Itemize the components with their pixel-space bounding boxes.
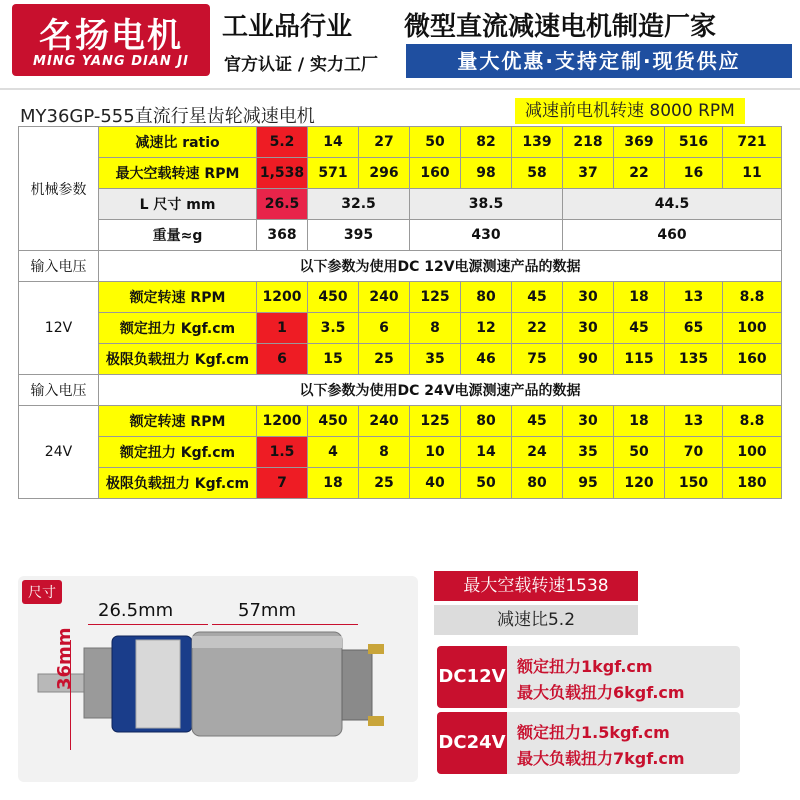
max-noload-badge: 最大空载转速1538 bbox=[434, 571, 638, 601]
dc24-rated-torque: 额定扭力1.5kgf.cm bbox=[517, 723, 670, 742]
v24-torque-cell: 70 bbox=[665, 437, 723, 468]
v24-limit-cell: 80 bbox=[512, 468, 563, 499]
v12-limit-cell: 75 bbox=[512, 344, 563, 375]
v12-torque-cell: 8 bbox=[410, 313, 461, 344]
header-divider bbox=[0, 88, 800, 90]
spec-table bbox=[18, 126, 782, 499]
v24-limit-torque-label: 极限负载扭力 Kgf.cm bbox=[99, 468, 257, 499]
v12-torque-cell: 45 bbox=[614, 313, 665, 344]
v12-rated-torque-label: 额定扭力 Kgf.cm bbox=[99, 313, 257, 344]
table-row bbox=[19, 437, 782, 468]
v24-torque-cell: 14 bbox=[461, 437, 512, 468]
v12-torque-cell: 1 bbox=[257, 313, 308, 344]
v24-limit-cell: 7 bbox=[257, 468, 308, 499]
v24-torque-cell: 24 bbox=[512, 437, 563, 468]
v12-limit-torque-label: 极限负载扭力 Kgf.cm bbox=[99, 344, 257, 375]
ratio-cell: 218 bbox=[563, 127, 614, 158]
table-row bbox=[19, 220, 782, 251]
noload-cell: 571 bbox=[308, 158, 359, 189]
v12-torque-cell: 30 bbox=[563, 313, 614, 344]
dc12-max-torque: 最大负载扭力6kgf.cm bbox=[517, 683, 685, 702]
mech-group-cell: 机械参数 bbox=[19, 127, 99, 251]
v24-torque-cell: 4 bbox=[308, 437, 359, 468]
length-cell: 26.5 bbox=[257, 189, 308, 220]
v12-torque-cell: 3.5 bbox=[308, 313, 359, 344]
header-subtitle: 官方认证 / 实力工厂 bbox=[224, 55, 379, 75]
header-banner: 量大优惠·支持定制·现货供应 bbox=[406, 44, 792, 78]
table-row bbox=[19, 189, 782, 220]
motor-illustration bbox=[18, 576, 418, 782]
v24-limit-cell: 40 bbox=[410, 468, 461, 499]
model-title: MY36GP-555直流行星齿轮减速电机 bbox=[20, 106, 315, 127]
ratio-cell: 369 bbox=[614, 127, 665, 158]
ratio-badge: 减速比5.2 bbox=[434, 605, 638, 635]
v24-limit-cell: 18 bbox=[308, 468, 359, 499]
dc12-label: DC12V bbox=[437, 646, 507, 708]
v24-speed-cell: 13 bbox=[665, 406, 723, 437]
table-row bbox=[19, 344, 782, 375]
length-cell: 44.5 bbox=[563, 189, 782, 220]
weight-label: 重量≈g bbox=[99, 220, 257, 251]
v24-note: 以下参数为使用DC 24V电源测速产品的数据 bbox=[99, 375, 782, 406]
table-row bbox=[19, 158, 782, 189]
dc24-max-torque: 最大负载扭力7kgf.cm bbox=[517, 749, 685, 768]
table-row bbox=[19, 251, 782, 282]
dim-length-a: 26.5mm bbox=[98, 600, 174, 621]
noload-cell: 58 bbox=[512, 158, 563, 189]
noload-label: 最大空载转速 RPM bbox=[99, 158, 257, 189]
dc24-box bbox=[437, 712, 740, 774]
v24-torque-cell: 100 bbox=[723, 437, 782, 468]
noload-cell: 160 bbox=[410, 158, 461, 189]
dc24-label: DC24V bbox=[437, 712, 507, 774]
v12-speed-cell: 240 bbox=[359, 282, 410, 313]
v12-limit-cell: 135 bbox=[665, 344, 723, 375]
v12-limit-cell: 90 bbox=[563, 344, 614, 375]
weight-cell: 430 bbox=[410, 220, 563, 251]
v24-rated-torque-label: 额定扭力 Kgf.cm bbox=[99, 437, 257, 468]
v12-speed-cell: 80 bbox=[461, 282, 512, 313]
v24-torque-cell: 1.5 bbox=[257, 437, 308, 468]
noload-cell: 296 bbox=[359, 158, 410, 189]
v12-speed-cell: 30 bbox=[563, 282, 614, 313]
dc12-box bbox=[437, 646, 740, 708]
v12-rated-speed-label: 额定转速 RPM bbox=[99, 282, 257, 313]
weight-cell: 368 bbox=[257, 220, 308, 251]
v24-torque-cell: 8 bbox=[359, 437, 410, 468]
table-row bbox=[19, 468, 782, 499]
v12-note: 以下参数为使用DC 12V电源测速产品的数据 bbox=[99, 251, 782, 282]
length-label: L 尺寸 mm bbox=[99, 189, 257, 220]
ratio-cell: 516 bbox=[665, 127, 723, 158]
dim-arrow-a bbox=[88, 624, 208, 625]
v12-speed-cell: 125 bbox=[410, 282, 461, 313]
v24-voltage-cell: 24V bbox=[19, 406, 99, 499]
v12-limit-cell: 25 bbox=[359, 344, 410, 375]
v24-speed-cell: 1200 bbox=[257, 406, 308, 437]
table-row bbox=[19, 406, 782, 437]
v24-speed-cell: 18 bbox=[614, 406, 665, 437]
v12-input-voltage: 输入电压 bbox=[19, 251, 99, 282]
v12-limit-cell: 115 bbox=[614, 344, 665, 375]
dim-arrow-b bbox=[212, 624, 358, 625]
v24-speed-cell: 80 bbox=[461, 406, 512, 437]
v24-speed-cell: 30 bbox=[563, 406, 614, 437]
length-cell: 32.5 bbox=[308, 189, 410, 220]
pre-speed-badge: 减速前电机转速 8000 RPM bbox=[515, 98, 745, 124]
v24-speed-cell: 450 bbox=[308, 406, 359, 437]
table-row bbox=[19, 282, 782, 313]
ratio-cell: 50 bbox=[410, 127, 461, 158]
noload-cell: 16 bbox=[665, 158, 723, 189]
noload-cell: 1,538 bbox=[257, 158, 308, 189]
dimension-tag: 尺寸 bbox=[22, 580, 62, 604]
ratio-cell: 14 bbox=[308, 127, 359, 158]
noload-cell: 22 bbox=[614, 158, 665, 189]
v12-speed-cell: 8.8 bbox=[723, 282, 782, 313]
weight-cell: 395 bbox=[308, 220, 410, 251]
header bbox=[0, 0, 800, 88]
header-title: 工业品行业 bbox=[222, 12, 353, 42]
v12-torque-cell: 6 bbox=[359, 313, 410, 344]
v12-limit-cell: 35 bbox=[410, 344, 461, 375]
ratio-cell: 5.2 bbox=[257, 127, 308, 158]
v24-limit-cell: 25 bbox=[359, 468, 410, 499]
ratio-cell: 139 bbox=[512, 127, 563, 158]
v12-speed-cell: 450 bbox=[308, 282, 359, 313]
v24-limit-cell: 150 bbox=[665, 468, 723, 499]
v12-torque-cell: 12 bbox=[461, 313, 512, 344]
v12-torque-cell: 100 bbox=[723, 313, 782, 344]
motor-photo bbox=[18, 576, 418, 782]
v12-torque-cell: 65 bbox=[665, 313, 723, 344]
noload-cell: 98 bbox=[461, 158, 512, 189]
v24-speed-cell: 240 bbox=[359, 406, 410, 437]
length-cell: 38.5 bbox=[410, 189, 563, 220]
v12-limit-cell: 46 bbox=[461, 344, 512, 375]
v12-torque-cell: 22 bbox=[512, 313, 563, 344]
v24-limit-cell: 120 bbox=[614, 468, 665, 499]
ratio-cell: 82 bbox=[461, 127, 512, 158]
v24-speed-cell: 8.8 bbox=[723, 406, 782, 437]
v24-torque-cell: 50 bbox=[614, 437, 665, 468]
v24-limit-cell: 50 bbox=[461, 468, 512, 499]
ratio-cell: 721 bbox=[723, 127, 782, 158]
table-row bbox=[19, 313, 782, 344]
ratio-cell: 27 bbox=[359, 127, 410, 158]
v12-limit-cell: 6 bbox=[257, 344, 308, 375]
v12-speed-cell: 45 bbox=[512, 282, 563, 313]
v24-torque-cell: 35 bbox=[563, 437, 614, 468]
logo-main-text: 名扬电机 bbox=[39, 16, 183, 56]
v24-torque-cell: 10 bbox=[410, 437, 461, 468]
v24-input-voltage: 输入电压 bbox=[19, 375, 99, 406]
logo-sub-text: MING YANG DIAN JI bbox=[33, 54, 189, 69]
header-right-title: 微型直流减速电机制造厂家 bbox=[404, 12, 717, 42]
v24-speed-cell: 45 bbox=[512, 406, 563, 437]
v24-speed-cell: 125 bbox=[410, 406, 461, 437]
v12-limit-cell: 160 bbox=[723, 344, 782, 375]
table-row bbox=[19, 127, 782, 158]
dim-diameter: 36mm bbox=[54, 627, 75, 690]
v24-limit-cell: 180 bbox=[723, 468, 782, 499]
table-row bbox=[19, 375, 782, 406]
noload-cell: 37 bbox=[563, 158, 614, 189]
v12-voltage-cell: 12V bbox=[19, 282, 99, 375]
weight-cell: 460 bbox=[563, 220, 782, 251]
dim-length-b: 57mm bbox=[238, 600, 296, 621]
v12-speed-cell: 1200 bbox=[257, 282, 308, 313]
v24-limit-cell: 95 bbox=[563, 468, 614, 499]
v12-speed-cell: 18 bbox=[614, 282, 665, 313]
brand-logo bbox=[12, 4, 210, 76]
dc12-rated-torque: 额定扭力1kgf.cm bbox=[517, 657, 653, 676]
v24-rated-speed-label: 额定转速 RPM bbox=[99, 406, 257, 437]
noload-cell: 11 bbox=[723, 158, 782, 189]
v12-limit-cell: 15 bbox=[308, 344, 359, 375]
v12-speed-cell: 13 bbox=[665, 282, 723, 313]
ratio-label: 减速比 ratio bbox=[99, 127, 257, 158]
